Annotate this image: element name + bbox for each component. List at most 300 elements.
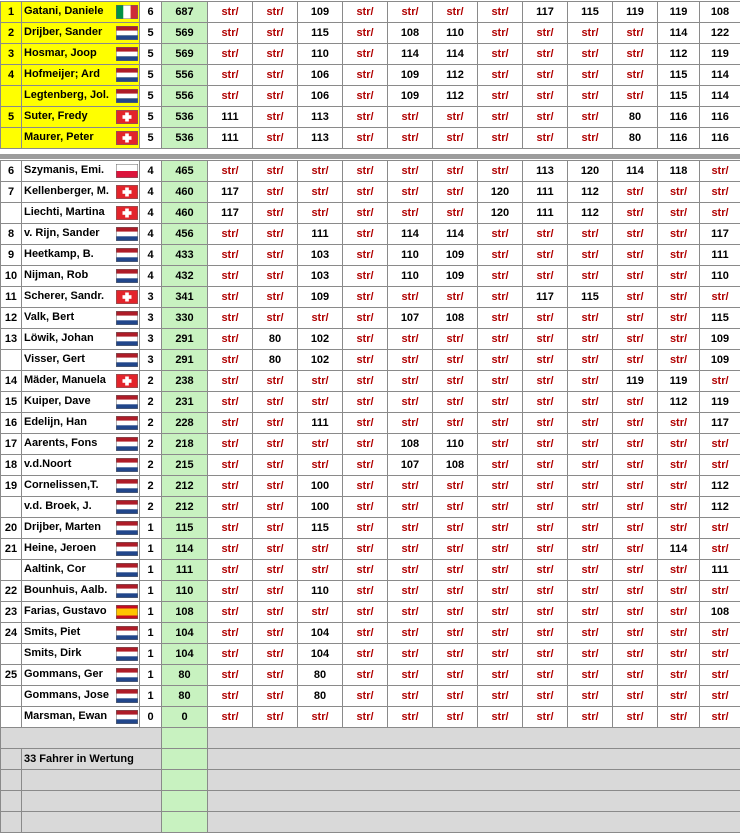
race-result-cell: str/	[478, 707, 523, 728]
race-result-cell: 102	[298, 329, 343, 350]
race-result-cell: str/	[523, 518, 568, 539]
race-result-cell: 115	[298, 23, 343, 44]
race-result-cell: str/	[253, 161, 298, 182]
table-row	[1, 623, 740, 644]
race-result-cell: str/	[433, 392, 478, 413]
table-row	[1, 434, 740, 455]
footer-row-summary	[1, 749, 740, 770]
rank-cell	[1, 686, 22, 707]
table-row	[1, 476, 740, 497]
total-points-cell: 465	[162, 161, 208, 182]
race-result-cell: 115	[700, 308, 740, 329]
race-result-cell: str/	[478, 476, 523, 497]
race-result-cell: str/	[253, 623, 298, 644]
flag-nl-icon	[116, 416, 138, 430]
race-result-cell: str/	[253, 560, 298, 581]
race-result-cell: str/	[478, 686, 523, 707]
race-result-cell: str/	[388, 161, 433, 182]
race-result-cell: str/	[478, 65, 523, 86]
race-result-cell: str/	[478, 539, 523, 560]
race-result-cell: str/	[523, 392, 568, 413]
race-result-cell: str/	[613, 476, 658, 497]
rank-cell: 18	[1, 455, 22, 476]
race-result-cell: str/	[700, 644, 740, 665]
race-result-cell: str/	[208, 455, 253, 476]
race-result-cell: str/	[568, 128, 613, 149]
race-result-cell: str/	[613, 665, 658, 686]
race-result-cell: 114	[388, 224, 433, 245]
race-result-cell: str/	[613, 350, 658, 371]
race-result-cell: str/	[343, 686, 388, 707]
race-result-cell: str/	[433, 350, 478, 371]
race-result-cell: str/	[208, 287, 253, 308]
race-result-cell: str/	[433, 497, 478, 518]
race-result-cell: str/	[523, 329, 568, 350]
wins-cell: 6	[140, 2, 162, 23]
race-result-cell: str/	[298, 707, 343, 728]
race-result-cell: str/	[478, 602, 523, 623]
rider-name: Cornelissen,T.	[24, 479, 99, 491]
flag-nl-icon	[116, 542, 138, 556]
race-result-cell: str/	[568, 455, 613, 476]
race-result-cell: 108	[700, 2, 740, 23]
race-result-cell: str/	[388, 497, 433, 518]
race-result-cell: str/	[388, 128, 433, 149]
race-result-cell: str/	[388, 602, 433, 623]
rider-name: Scherer, Sandr.	[24, 290, 104, 302]
race-result-cell: str/	[523, 539, 568, 560]
race-result-cell: str/	[568, 329, 613, 350]
race-result-cell: str/	[700, 686, 740, 707]
rider-name: Visser, Gert	[24, 353, 85, 365]
race-result-cell: str/	[613, 434, 658, 455]
race-result-cell: str/	[478, 665, 523, 686]
wins-cell: 5	[140, 86, 162, 107]
flag-nl-icon	[116, 689, 138, 703]
race-result-cell: str/	[388, 413, 433, 434]
race-result-cell: str/	[208, 644, 253, 665]
race-result-cell: 108	[388, 23, 433, 44]
race-result-cell: 115	[298, 518, 343, 539]
race-result-cell: 119	[700, 44, 740, 65]
race-result-cell: str/	[568, 308, 613, 329]
wins-cell: 4	[140, 245, 162, 266]
race-result-cell: str/	[658, 581, 700, 602]
race-result-cell: str/	[433, 644, 478, 665]
total-points-cell: 291	[162, 329, 208, 350]
flag-nl-icon	[116, 584, 138, 598]
race-result-cell: str/	[523, 560, 568, 581]
race-result-cell: 106	[298, 65, 343, 86]
rank-cell	[1, 350, 22, 371]
rank-cell	[1, 560, 22, 581]
race-result-cell: str/	[343, 350, 388, 371]
flag-nl-icon	[116, 458, 138, 472]
race-result-cell: str/	[343, 128, 388, 149]
race-result-cell: str/	[700, 539, 740, 560]
race-result-cell: str/	[388, 539, 433, 560]
wins-cell: 1	[140, 539, 162, 560]
race-result-cell: str/	[388, 392, 433, 413]
table-row	[1, 2, 740, 23]
race-result-cell: str/	[388, 182, 433, 203]
race-result-cell: str/	[523, 476, 568, 497]
wins-cell: 5	[140, 107, 162, 128]
race-result-cell: 106	[298, 86, 343, 107]
race-result-cell: 108	[433, 308, 478, 329]
race-result-cell: str/	[388, 623, 433, 644]
race-result-cell: str/	[613, 86, 658, 107]
race-result-cell: str/	[658, 686, 700, 707]
total-points-cell: 215	[162, 455, 208, 476]
race-result-cell: str/	[613, 224, 658, 245]
flag-nl-icon	[116, 647, 138, 661]
race-result-cell: str/	[568, 224, 613, 245]
race-result-cell: str/	[208, 44, 253, 65]
race-result-cell: str/	[253, 644, 298, 665]
rider-name-cell	[22, 476, 140, 497]
total-points-cell: 218	[162, 434, 208, 455]
race-result-cell: str/	[478, 23, 523, 44]
race-result-cell: str/	[478, 350, 523, 371]
race-result-cell: str/	[658, 560, 700, 581]
race-result-cell: str/	[700, 287, 740, 308]
rider-name: Valk, Bert	[24, 311, 74, 323]
race-result-cell: str/	[253, 245, 298, 266]
race-result-cell: str/	[208, 266, 253, 287]
rider-name: Suter, Fredy	[24, 110, 88, 122]
race-result-cell: str/	[568, 107, 613, 128]
rider-name-cell	[22, 107, 140, 128]
race-result-cell: str/	[253, 308, 298, 329]
table-row	[1, 287, 740, 308]
total-points-cell: 460	[162, 182, 208, 203]
rider-name-cell	[22, 245, 140, 266]
flag-nl-icon	[116, 47, 138, 61]
race-result-cell: str/	[658, 329, 700, 350]
race-result-cell: str/	[613, 65, 658, 86]
total-points-cell: 456	[162, 224, 208, 245]
race-result-cell: 119	[658, 2, 700, 23]
rank-cell	[1, 128, 22, 149]
flag-ch-icon	[116, 185, 138, 199]
rider-name: Nijman, Rob	[24, 269, 88, 281]
race-result-cell: str/	[523, 107, 568, 128]
race-result-cell: str/	[208, 518, 253, 539]
race-result-cell: 108	[388, 434, 433, 455]
race-result-cell: 114	[700, 86, 740, 107]
race-result-cell: str/	[523, 434, 568, 455]
race-result-cell: str/	[523, 455, 568, 476]
total-points-cell: 536	[162, 128, 208, 149]
race-result-cell: 108	[433, 455, 478, 476]
race-result-cell: str/	[700, 665, 740, 686]
rider-name: Hofmeijer; Ard	[24, 68, 100, 80]
race-result-cell: str/	[253, 2, 298, 23]
race-result-cell: str/	[343, 602, 388, 623]
race-result-cell: str/	[388, 107, 433, 128]
race-result-cell: str/	[343, 476, 388, 497]
race-result-cell: 109	[388, 86, 433, 107]
race-result-cell: str/	[700, 182, 740, 203]
race-result-cell: str/	[568, 23, 613, 44]
race-result-cell: str/	[388, 707, 433, 728]
rider-name-cell	[22, 65, 140, 86]
rider-name: Smits, Dirk	[24, 647, 81, 659]
race-result-cell: str/	[478, 560, 523, 581]
flag-ch-icon	[116, 290, 138, 304]
wins-cell: 5	[140, 128, 162, 149]
race-result-cell: 120	[478, 182, 523, 203]
total-points-cell: 104	[162, 644, 208, 665]
race-result-cell: str/	[343, 329, 388, 350]
race-result-cell: 103	[298, 245, 343, 266]
wins-cell: 1	[140, 602, 162, 623]
race-result-cell: 108	[700, 602, 740, 623]
race-result-cell: 117	[208, 203, 253, 224]
rider-name: Hosmar, Joop	[24, 47, 97, 59]
table-row	[1, 518, 740, 539]
race-result-cell: str/	[478, 497, 523, 518]
flag-nl-icon	[116, 26, 138, 40]
wins-cell: 1	[140, 623, 162, 644]
race-result-cell: str/	[568, 518, 613, 539]
race-result-cell: 80	[613, 128, 658, 149]
race-result-cell: 120	[478, 203, 523, 224]
race-result-cell: str/	[253, 455, 298, 476]
race-result-cell: 113	[523, 161, 568, 182]
rider-name-cell	[22, 581, 140, 602]
wins-cell: 4	[140, 224, 162, 245]
race-result-cell: 109	[700, 329, 740, 350]
wins-cell: 1	[140, 686, 162, 707]
race-result-cell: 111	[208, 128, 253, 149]
rank-cell	[1, 644, 22, 665]
wins-cell: 0	[140, 707, 162, 728]
total-points-cell: 80	[162, 686, 208, 707]
race-result-cell: str/	[478, 2, 523, 23]
race-result-cell: 110	[388, 245, 433, 266]
race-result-cell: 80	[253, 329, 298, 350]
race-result-cell: str/	[478, 518, 523, 539]
race-result-cell: str/	[298, 308, 343, 329]
race-result-cell: 116	[700, 107, 740, 128]
rank-cell: 12	[1, 308, 22, 329]
footer-row-empty	[1, 770, 740, 791]
race-result-cell: str/	[433, 182, 478, 203]
race-result-cell: 109	[388, 65, 433, 86]
rider-name: Gatani, Daniele	[24, 5, 103, 17]
race-result-cell: 109	[298, 2, 343, 23]
rider-name: Legtenberg, Jol.	[24, 89, 109, 101]
race-result-cell: str/	[613, 392, 658, 413]
race-result-cell: str/	[253, 665, 298, 686]
race-result-cell: 116	[658, 107, 700, 128]
race-result-cell: str/	[433, 329, 478, 350]
rider-name-cell	[22, 128, 140, 149]
race-result-cell: str/	[343, 392, 388, 413]
rider-name-cell	[22, 23, 140, 44]
race-result-cell: 110	[388, 266, 433, 287]
race-result-cell: 116	[658, 128, 700, 149]
race-result-cell: str/	[208, 476, 253, 497]
race-result-cell: str/	[388, 203, 433, 224]
race-result-cell: str/	[343, 665, 388, 686]
race-result-cell: str/	[298, 539, 343, 560]
race-result-cell: 111	[208, 107, 253, 128]
race-result-cell: 114	[433, 224, 478, 245]
race-result-cell: 115	[568, 287, 613, 308]
race-result-cell: 112	[700, 497, 740, 518]
race-result-cell: str/	[253, 434, 298, 455]
race-result-cell: 115	[568, 2, 613, 23]
race-result-cell: 120	[568, 161, 613, 182]
race-result-cell: str/	[433, 203, 478, 224]
race-result-cell: str/	[388, 665, 433, 686]
race-result-cell: 112	[433, 86, 478, 107]
race-result-cell: str/	[433, 371, 478, 392]
rider-name: v.d.Noort	[24, 458, 71, 470]
race-result-cell: str/	[208, 350, 253, 371]
race-result-cell: str/	[208, 2, 253, 23]
race-result-cell: str/	[478, 287, 523, 308]
race-result-cell: str/	[523, 686, 568, 707]
wins-cell: 2	[140, 371, 162, 392]
race-result-cell: str/	[478, 392, 523, 413]
race-result-cell: str/	[208, 245, 253, 266]
total-points-cell: 110	[162, 581, 208, 602]
rider-name: Aarents, Fons	[24, 437, 97, 449]
total-points-cell: 687	[162, 2, 208, 23]
race-result-cell: str/	[700, 203, 740, 224]
race-result-cell: str/	[523, 44, 568, 65]
race-result-cell: str/	[523, 602, 568, 623]
race-result-cell: str/	[658, 182, 700, 203]
race-result-cell: str/	[568, 560, 613, 581]
race-result-cell: str/	[253, 65, 298, 86]
race-result-cell: str/	[478, 413, 523, 434]
total-points-cell: 212	[162, 476, 208, 497]
race-result-cell: str/	[253, 581, 298, 602]
rider-name: Kuiper, Dave	[24, 395, 91, 407]
race-result-cell: str/	[658, 476, 700, 497]
rider-name: Edelijn, Han	[24, 416, 87, 428]
race-result-cell: 119	[700, 392, 740, 413]
race-result-cell: str/	[253, 203, 298, 224]
race-result-cell: str/	[253, 497, 298, 518]
race-result-cell: str/	[478, 224, 523, 245]
race-result-cell: str/	[433, 623, 478, 644]
total-points-cell: 108	[162, 602, 208, 623]
rider-name: v. Rijn, Sander	[24, 227, 100, 239]
rider-count-text: 33 Fahrer in Wertung	[22, 749, 162, 770]
table-row	[1, 686, 740, 707]
race-result-cell: str/	[613, 455, 658, 476]
total-points-cell: 433	[162, 245, 208, 266]
total-points-cell: 460	[162, 203, 208, 224]
race-result-cell: str/	[298, 455, 343, 476]
flag-nl-icon	[116, 437, 138, 451]
race-result-cell: str/	[700, 581, 740, 602]
rider-name-cell	[22, 665, 140, 686]
wins-cell: 1	[140, 644, 162, 665]
total-points-cell: 104	[162, 623, 208, 644]
race-result-cell: str/	[208, 539, 253, 560]
race-result-cell: 104	[298, 623, 343, 644]
table-row	[1, 44, 740, 65]
race-result-cell: str/	[208, 623, 253, 644]
table-row	[1, 107, 740, 128]
rider-name-cell	[22, 539, 140, 560]
race-result-cell: str/	[253, 224, 298, 245]
rider-name: Maurer, Peter	[24, 131, 94, 143]
race-result-cell: 112	[658, 44, 700, 65]
race-result-cell: str/	[478, 644, 523, 665]
race-result-cell: str/	[523, 644, 568, 665]
race-result-cell: 117	[700, 224, 740, 245]
race-result-cell: 109	[433, 245, 478, 266]
rider-name-cell	[22, 623, 140, 644]
race-result-cell: str/	[253, 23, 298, 44]
rider-name: Mäder, Manuela	[24, 374, 106, 386]
race-result-cell: str/	[208, 392, 253, 413]
race-result-cell: 111	[523, 182, 568, 203]
rider-name-cell	[22, 497, 140, 518]
wins-cell: 1	[140, 518, 162, 539]
rider-name-cell	[22, 434, 140, 455]
table-row	[1, 308, 740, 329]
rider-name: Drijber, Sander	[24, 26, 102, 38]
race-result-cell: 110	[298, 581, 343, 602]
race-result-cell: str/	[658, 350, 700, 371]
race-result-cell: str/	[343, 161, 388, 182]
race-result-cell: str/	[298, 434, 343, 455]
race-result-cell: str/	[568, 623, 613, 644]
race-result-cell: str/	[433, 518, 478, 539]
race-result-cell: 117	[208, 182, 253, 203]
top-group-table	[0, 1, 740, 149]
table-row	[1, 266, 740, 287]
race-result-cell: str/	[388, 371, 433, 392]
rider-name-cell	[22, 224, 140, 245]
race-result-cell: str/	[343, 413, 388, 434]
race-result-cell: 112	[433, 65, 478, 86]
race-result-cell: str/	[253, 182, 298, 203]
total-points-cell: 556	[162, 86, 208, 107]
race-result-cell: 110	[433, 434, 478, 455]
table-row	[1, 65, 740, 86]
race-result-cell: str/	[613, 497, 658, 518]
rank-cell: 22	[1, 581, 22, 602]
race-result-cell: str/	[388, 686, 433, 707]
rider-name-cell	[22, 413, 140, 434]
table-row	[1, 86, 740, 107]
race-result-cell: 112	[568, 203, 613, 224]
race-result-cell: str/	[613, 308, 658, 329]
race-result-cell: 80	[298, 686, 343, 707]
race-result-cell: str/	[298, 182, 343, 203]
footer-row-empty	[1, 728, 740, 749]
flag-it-icon	[116, 5, 138, 19]
race-result-cell: 111	[298, 413, 343, 434]
race-result-cell: str/	[700, 623, 740, 644]
race-result-cell: str/	[700, 371, 740, 392]
race-result-cell: str/	[658, 602, 700, 623]
table-row	[1, 203, 740, 224]
race-result-cell: str/	[253, 413, 298, 434]
race-result-cell: str/	[523, 581, 568, 602]
race-result-cell: str/	[700, 455, 740, 476]
